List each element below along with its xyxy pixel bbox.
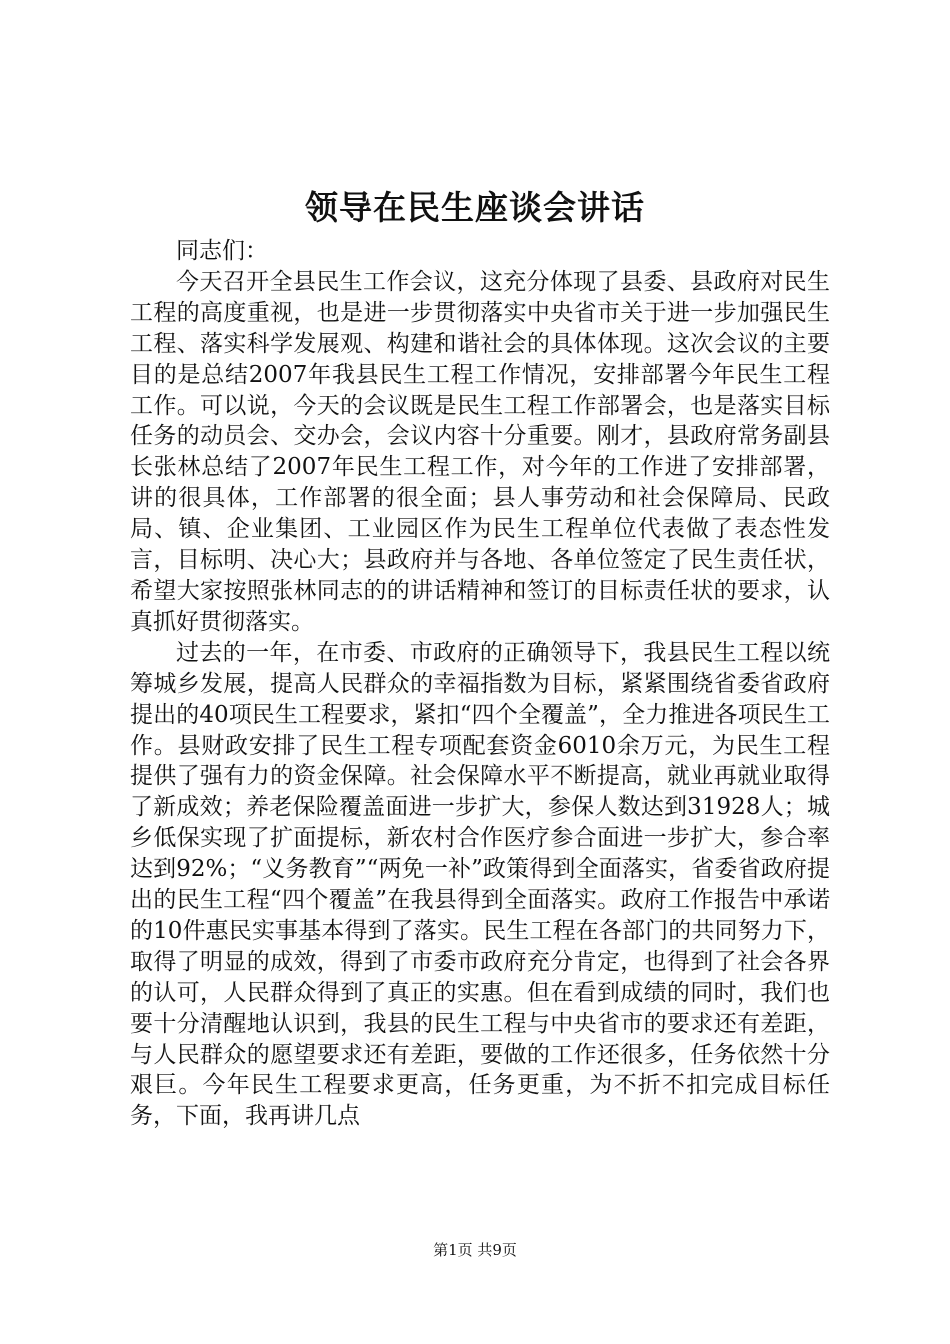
paragraph: 过去的一年，在市委、市政府的正确领导下，我县民生工程以统筹城乡发展，提高人民群众的幸福指数为目标，紧紧围绕省委省政府提出的40项民生工程要求，紧扣“四个全覆盖”，全力推进各项民生工作。县财政安排了民生工程专项配套资金6010余万元，为民生工程提供了强有力的资金保障。社会保障水平不断提高，就业再就业取得了新成效；养老保险覆盖面进一步扩大，参保人数达到31928人；城乡低保实现了扩面提标，新农村合作医疗参合面进一步扩大，参合率达到92%；“义务教育”“两免一补”政策得到全面落实，省委省政府提出的民生工程“四个覆盖”在我县得到全面落实。政府工作报告中承诺的10件惠民实事基本得到了落实。民生工程在各部门的共同努力下，取得了明显的成效，得到了市委市政府充分肯定，也得到了社会各界的认可，人民群众得到了真正的实惠。但在看到成绩的同时，我们也要十分清醒地认识到，我县的民生工程与中央省市的要求还有差距，与人民群众的愿望要求还有差距，要做的工作还很多，任务依然十分艰巨。今年民生工程要求更高，任务更重，为不折不扣完成目标任务，下面，我再讲几点	[130, 639, 830, 1130]
greeting: 同志们：	[176, 238, 268, 264]
document-title: 领导在民生座谈会讲话	[305, 188, 645, 227]
page-footer: 第1页 共9页	[433, 1241, 517, 1259]
document-body	[130, 236, 830, 1132]
paragraph: 今天召开全县民生工作会议，这充分体现了县委、县政府对民生工程的高度重视，也是进一步贯彻落实中央省市关于进一步加强民生工程、落实科学发展观、构建和谐社会的具体体现。这次会议的主要目的是总结2007年我县民生工程工作情况，安排部署今年民生工程工作。可以说，今天的会议既是民生工程工作部署会，也是落实目标任务的动员会、交办会，会议内容十分重要。刚才，县政府常务副县长张林总结了2007年民生工程工作，对今年的工作进了安排部署，讲的很具体，工作部署的很全面；县人事劳动和社会保障局、民政局、镇、企业集团、工业园区作为民生工程单位代表做了表态性发言，目标明、决心大；县政府并与各地、各单位签定了民生责任状，希望大家按照张林同志的的讲话精神和签订的目标责任状的要求，认真抓好贯彻落实。	[130, 268, 830, 635]
